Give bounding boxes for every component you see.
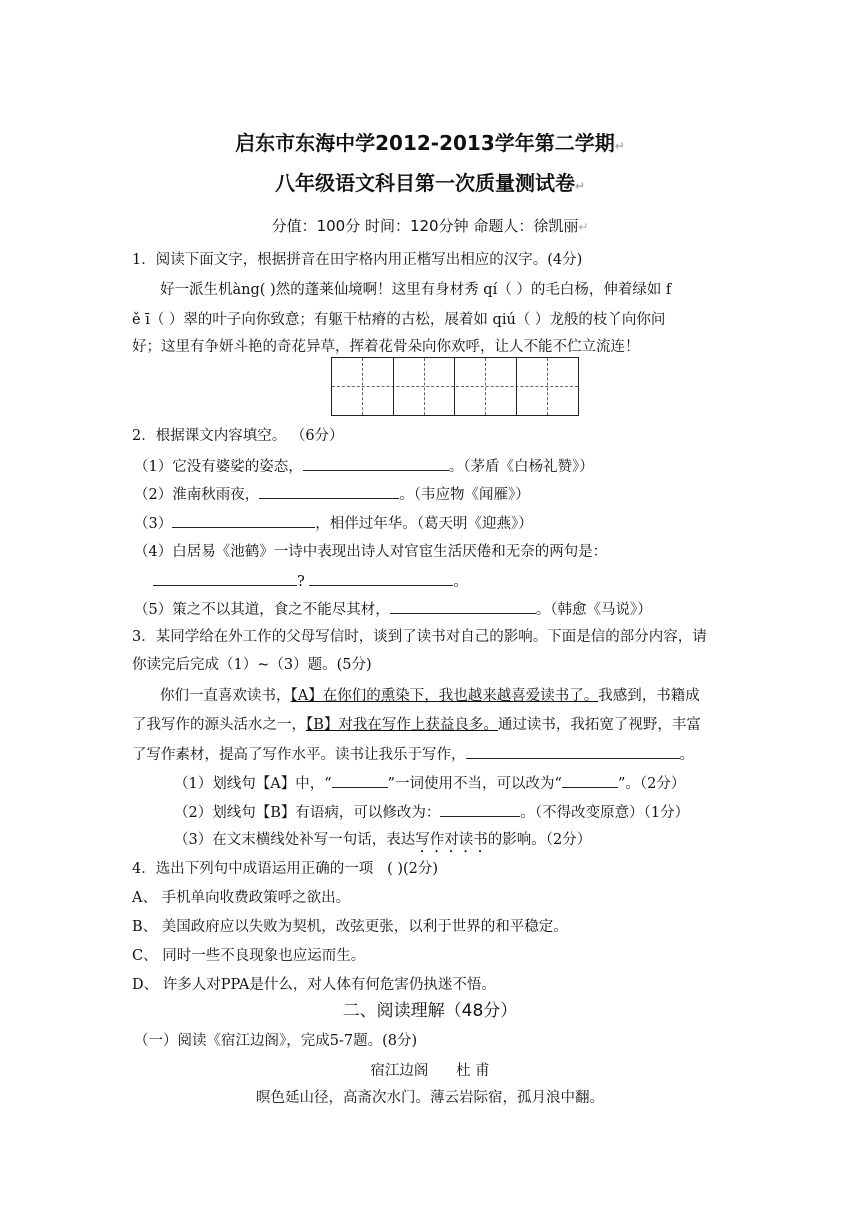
answer-blank[interactable] — [390, 598, 536, 614]
q2-item5: （5）策之不以其道，食之不能尽其材， 。（韩愈《马说》） — [134, 598, 652, 620]
q2-item4-answer: ? 。 — [153, 570, 468, 592]
exam-title-line1: 启东市东海中学2012-2013学年第二学期↵ — [235, 131, 625, 155]
q4-stem: 4．选出下列句中成语运用正确的一项 ( )(2分) — [132, 861, 439, 877]
q2-item1: （1）它没有婆娑的姿态， 。（茅盾《白杨礼赞》） — [134, 455, 594, 477]
answer-blank[interactable] — [303, 455, 449, 471]
emphasized-text: 写作对读书 — [415, 832, 488, 848]
answer-blank[interactable] — [562, 772, 618, 788]
grid-dash-2 — [424, 358, 425, 415]
q3-stem-line2: 你读完后完成（1）~（3）题。(5分) — [132, 657, 372, 673]
q2-item4-stem: （4）白居易《池鹤》一诗中表现出诗人对官宦生活厌倦和无奈的两句是： — [134, 544, 608, 560]
q4-option-a: A、 手机单向收费政策呼之欲出。 — [132, 890, 351, 906]
grid-cell-border-3 — [516, 358, 517, 415]
exam-title-line2: 八年级语文科目第一次质量测试卷↵ — [274, 171, 586, 195]
grid-dash-4 — [547, 358, 548, 415]
poem-title: 宿江边阁 — [370, 1063, 429, 1079]
poem-author: 杜 甫 — [456, 1063, 490, 1079]
q3-sub3: （3）在文末横线处补写一句话，表达写作对读书的影响。（2分） — [174, 832, 592, 848]
q3-sub1: （1）划线句【A】中，“ ”一词使用不当，可以改为“ ”。（2分） — [174, 772, 685, 794]
q3-stem-line1: 3．某同学给在外工作的父母写信时，谈到了读书对自己的影响。下面是信的部分内容，请 — [132, 629, 707, 645]
answer-blank[interactable] — [259, 483, 399, 499]
q3-passage-line3: 了写作素材，提高了写作水平。读书让我乐于写作， 。 — [132, 743, 694, 765]
answer-blank[interactable] — [440, 801, 520, 817]
exam-meta: 分值：100分 时间：120分钟 命题人：徐凯丽↵ — [271, 217, 589, 235]
q3-passage-line1: 你们一直喜欢读书，【A】在你们的熏染下，我也越来越喜爱读书了。我感到，书籍成 — [160, 688, 700, 704]
q1-text-line3: 好；这里有争妍斗艳的奇花异草，挥着花骨朵向你欢呼，让人不能不伫立流连！ — [132, 339, 640, 355]
q3-sub2: （2）划线句【B】有语病，可以修改为： 。（不得改变原意）（1分） — [174, 801, 689, 823]
tianzige-grid[interactable] — [331, 357, 579, 416]
q1-text-line2: ě ī（ ）翠的叶子向你致意；有躯干枯瘠的古松，展着如 qiú（ ）龙般的枝丫向你问 — [132, 312, 666, 328]
grid-cell-border-2 — [454, 358, 455, 415]
answer-blank[interactable] — [309, 570, 453, 586]
answer-parentheses[interactable]: ( )(2分) — [387, 861, 439, 877]
q4-option-d: D、 许多人对PPA是什么，对人体有何危害仍执迷不悟。 — [132, 977, 496, 993]
answer-blank[interactable] — [172, 512, 315, 528]
q2-item2: （2）淮南秋雨夜， 。（韦应物《闻雁》） — [134, 483, 530, 505]
q2-item3: （3） ，相伴过年华。（葛天明《迎燕》） — [134, 512, 533, 534]
section2-heading: 二、阅读理解（48分） — [342, 1001, 518, 1021]
answer-blank[interactable] — [153, 570, 297, 586]
q3-passage-line2: 了我写作的源头活水之一，【B】对我在写作上获益良多。通过读书，我拓宽了视野，丰富 — [132, 717, 701, 733]
answer-blank[interactable] — [466, 743, 680, 759]
poem-line1: 暝色延山径，高斋次水门。薄云岩际宿，孤月浪中翻。 — [256, 1090, 604, 1106]
underlined-sentence-b: 【B】对我在写作上获益良多。 — [306, 717, 498, 733]
q4-option-c: C、 同时一些不良现象也应运而生。 — [132, 948, 366, 964]
grid-dash-3 — [485, 358, 486, 415]
answer-blank[interactable] — [332, 772, 388, 788]
grid-mid-line — [332, 386, 578, 387]
grid-cell-border-1 — [393, 358, 394, 415]
q4-option-b: B、 美国政府应以失败为契机，改弦更张，以利于世界的和平稳定。 — [132, 919, 568, 935]
poem-title-line — [0, 1061, 860, 1081]
q2-stem: 2．根据课文内容填空。 （6分） — [132, 428, 344, 444]
underlined-sentence-a: 【A】在你们的熏染下，我也越来越喜爱读书了。 — [290, 688, 599, 704]
grid-dash-1 — [362, 358, 363, 415]
q1-text-line1: 好一派生机àng( )然的蓬莱仙境啊！这里有身材秀 qí（ ）的毛白杨，伸着绿如 f — [160, 282, 672, 298]
q1-stem: 1．阅读下面文字，根据拼音在田字格内用正楷写出相应的汉字。(4分) — [132, 252, 583, 268]
section2-sub1: （一）阅读《宿江边阁》，完成5-7题。(8分) — [134, 1033, 418, 1049]
